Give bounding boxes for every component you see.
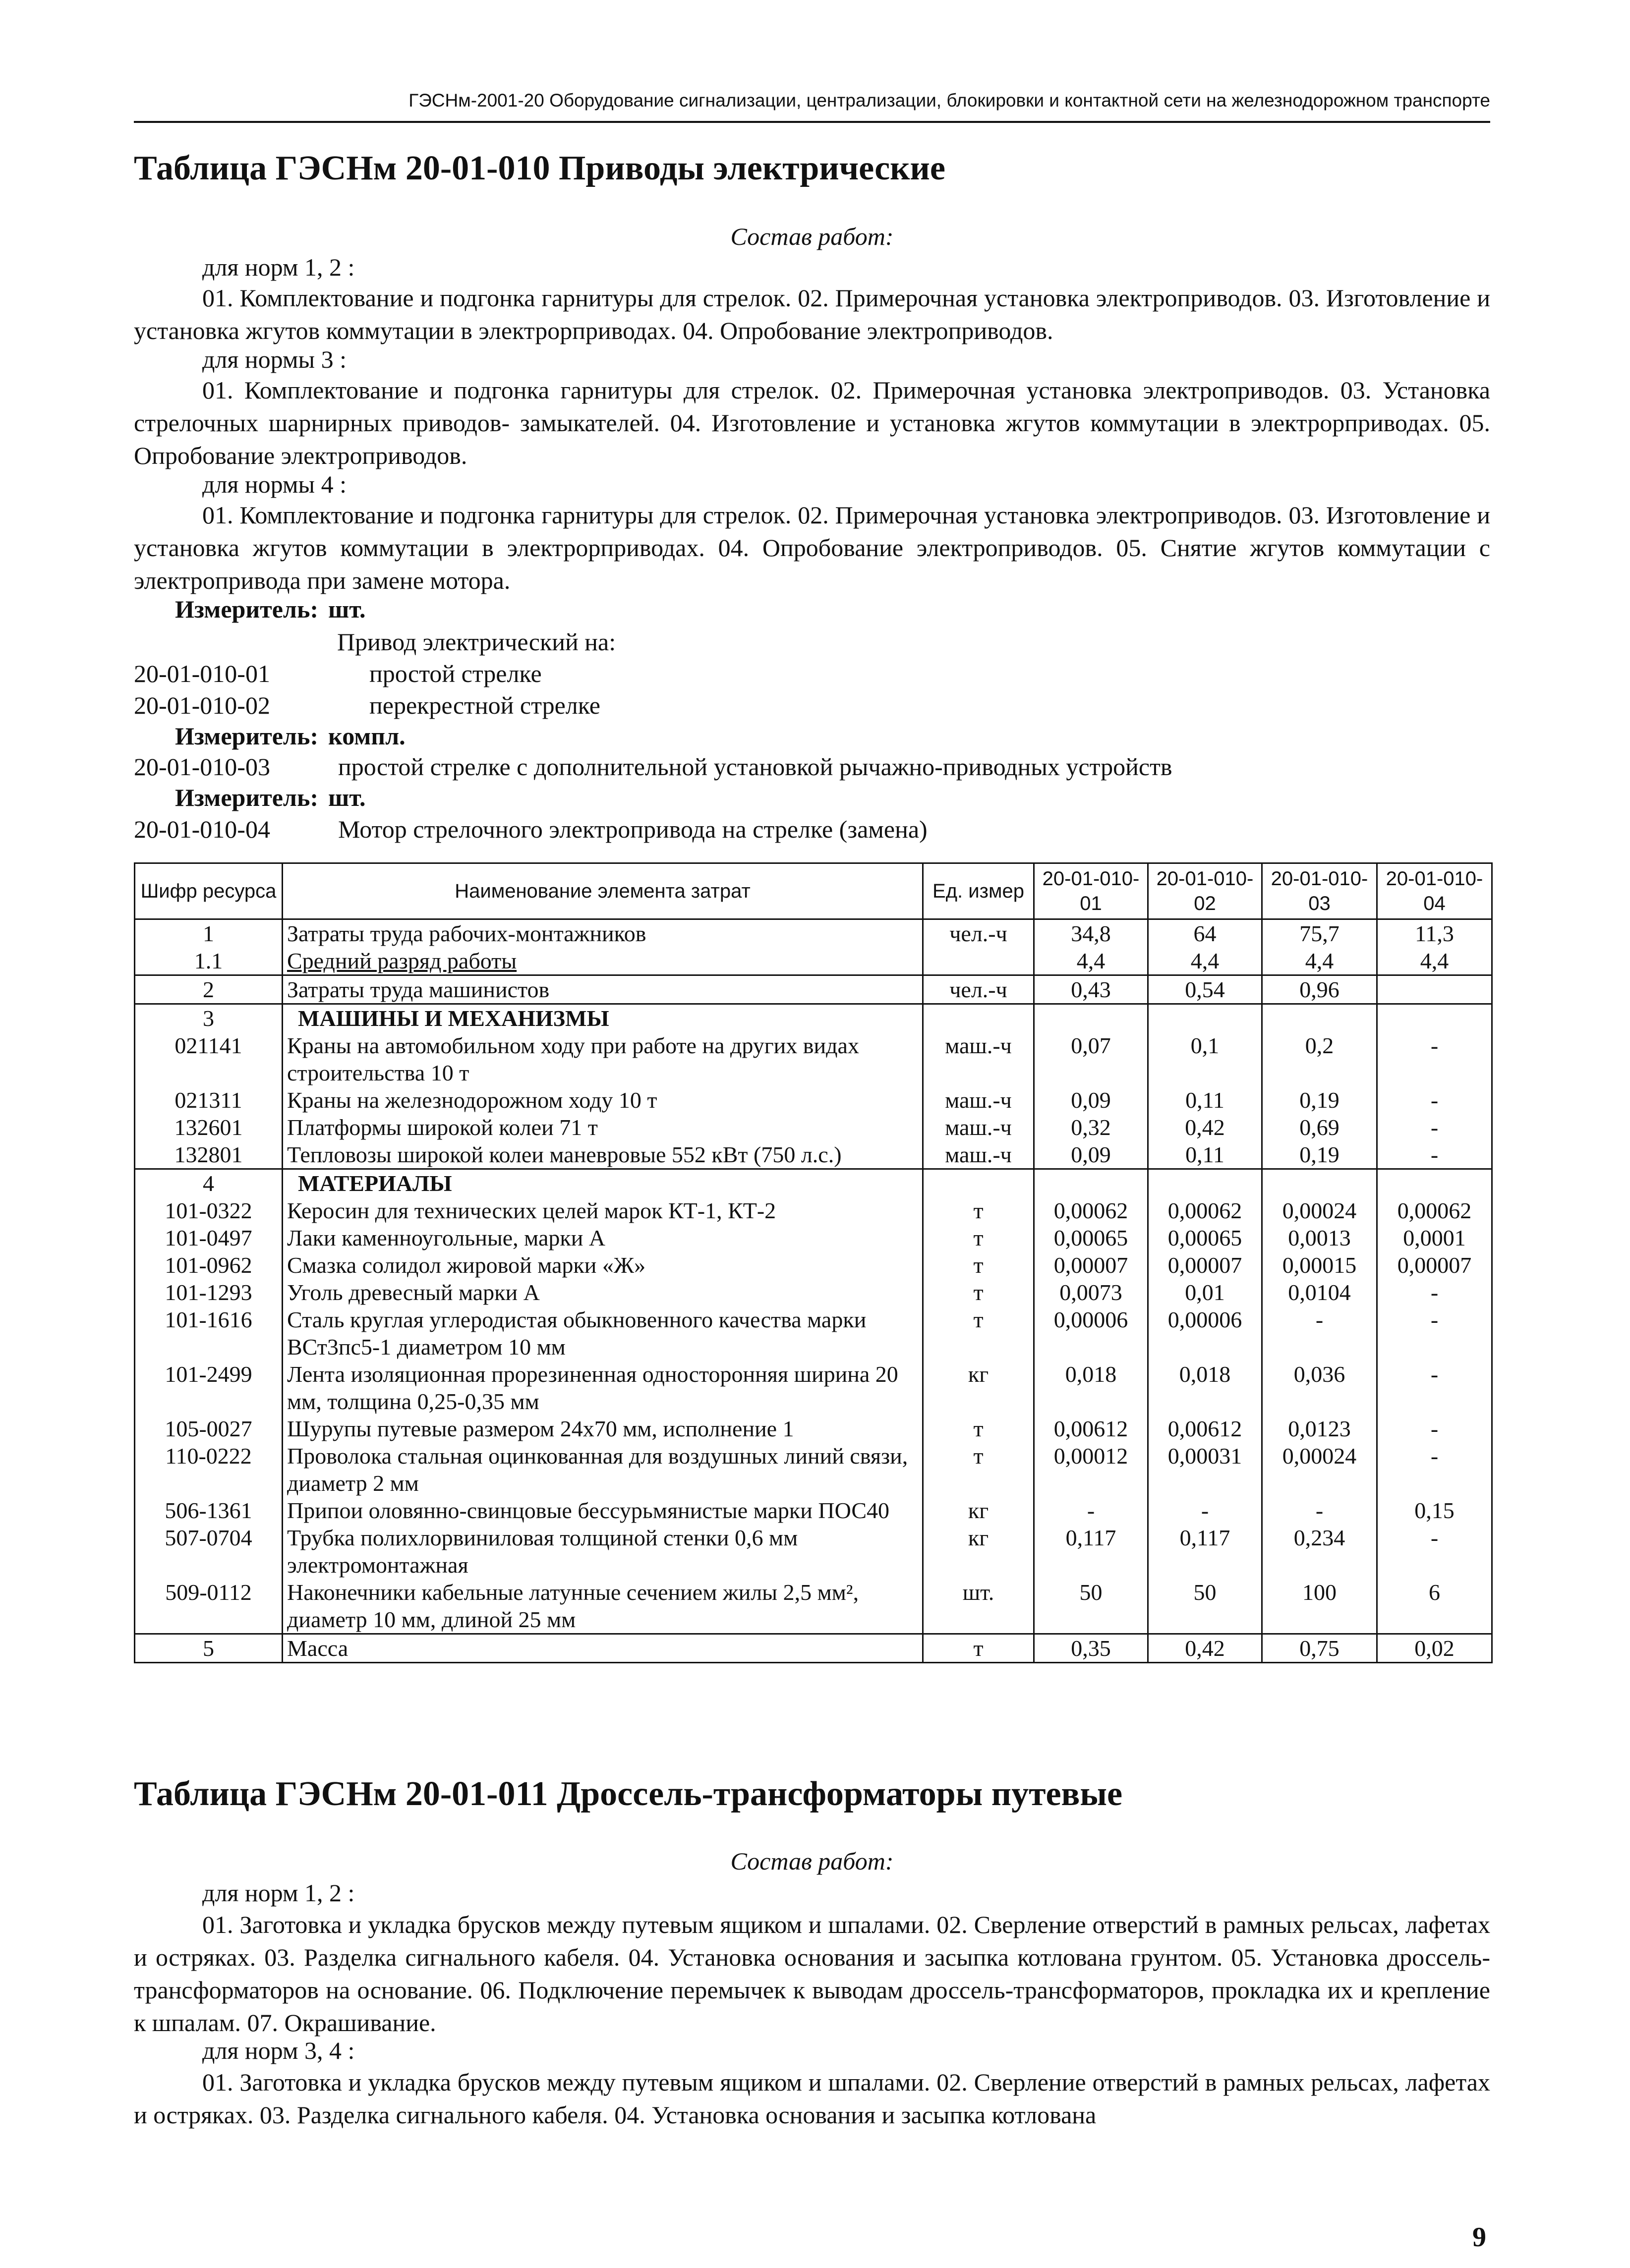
value-norm-04-cell: 0,15	[1377, 1497, 1492, 1524]
resource-code-cell: 101-1293	[135, 1279, 283, 1306]
unit-cell: маш.-ч	[923, 1141, 1034, 1169]
value-norm-04-cell	[1377, 1004, 1492, 1032]
value-norm-01-cell: 0,00612	[1034, 1415, 1148, 1442]
value-norm-02-cell: 0,00612	[1148, 1415, 1262, 1442]
value-norm-01-cell: 0,00006	[1034, 1306, 1148, 1361]
work-composition-heading-2: Состав работ:	[730, 1847, 894, 1875]
value-norm-02-cell: 64	[1148, 919, 1262, 948]
unit-cell: чел.-ч	[923, 919, 1034, 948]
table-row	[135, 1361, 1492, 1415]
value-norm-02-cell: 0,1	[1148, 1032, 1262, 1086]
unit-cell: маш.-ч	[923, 1114, 1034, 1141]
resource-code-cell: 1	[135, 919, 283, 948]
value-norm-01-cell: 0,35	[1034, 1634, 1148, 1663]
resource-name-cell: Тепловозы широкой колеи маневровые 552 кВт (750 л.с.)	[283, 1141, 923, 1169]
norm-code: 20-01-010-02	[134, 691, 270, 719]
unit-cell: т	[923, 1415, 1034, 1442]
norm-4-text: 01. Комплектование и подгонка гарнитуры для стрелок. 02. Примерочная установка электроприводов. 03. Изготовление и установка жгутов коммутации в электрорприводах. 04. Опробование электроприводов. 05. Снятие жгутов коммутации с электропривода при замене мотора.	[134, 501, 1490, 594]
value-norm-01-cell: 0,018	[1034, 1361, 1148, 1415]
norm-line-04	[134, 815, 928, 844]
measure-unit: шт.	[328, 784, 366, 811]
measure-unit: шт.	[328, 595, 366, 623]
norm-1-2-text-2: 01. Заготовка и укладка брусков между путевым ящиком и шпалами. 02. Сверление отверстий в рамных рельсах, лафетах и остряках. 03. Разделка сигнального кабеля. 04. Установка основания и засыпка котлована грунтом. 05. Установка дроссель-трансформаторов на основание. 06. Подключение перемычек к выводам дроссель-трансформаторов, прокладка их и крепление к шпалам. 07. Окрашивание.	[134, 1911, 1490, 2037]
table-row	[135, 1306, 1492, 1361]
resource-name-cell: Краны на автомобильном ходу при работе на других видах строительства 10 т	[283, 1032, 923, 1086]
value-norm-04-cell: -	[1377, 1032, 1492, 1086]
value-norm-02-cell: 0,00006	[1148, 1306, 1262, 1361]
table-header-row	[135, 863, 1492, 919]
value-norm-02-cell: 4,4	[1148, 947, 1262, 975]
table-row	[135, 1251, 1492, 1279]
resource-code-cell: 132601	[135, 1114, 283, 1141]
norm-4-label: для нормы 4 :	[202, 470, 347, 498]
value-norm-02-cell: 0,42	[1148, 1114, 1262, 1141]
value-norm-03-cell: 100	[1262, 1579, 1377, 1634]
table-title-20-01-011: Таблица ГЭСНм 20-01-011 Дроссель-трансформаторы путевые	[134, 1775, 1123, 1813]
value-norm-01-cell	[1034, 1169, 1148, 1197]
value-norm-04-cell: -	[1377, 1361, 1492, 1415]
value-norm-03-cell: 4,4	[1262, 947, 1377, 975]
table-title-20-01-010: Таблица ГЭСНм 20-01-010 Приводы электрические	[134, 149, 945, 187]
measure-unit-line-2	[175, 722, 406, 750]
resource-name-cell: Сталь круглая углеродистая обыкновенного качества марки ВСт3пс5-1 диаметром 10 мм	[283, 1306, 923, 1361]
resource-code-cell: 101-0962	[135, 1251, 283, 1279]
measure-label: Измеритель:	[175, 784, 319, 811]
table-row	[135, 1224, 1492, 1251]
resource-code-cell: 3	[135, 1004, 283, 1032]
value-norm-02-cell: 0,018	[1148, 1361, 1262, 1415]
resource-name-cell: Наконечники кабельные латунные сечением жилы 2,5 мм², диаметр 10 мм, длиной 25 мм	[283, 1579, 923, 1634]
table-row	[135, 975, 1492, 1004]
resource-name-cell: Проволока стальная оцинкованная для воздушных линий связи, диаметр 2 мм	[283, 1442, 923, 1497]
value-norm-04-cell	[1377, 1169, 1492, 1197]
value-norm-01-cell: 0,07	[1034, 1032, 1148, 1086]
norm-line-03	[134, 752, 1172, 781]
value-norm-02-cell	[1148, 1169, 1262, 1197]
norm-3-4-text: 01. Заготовка и укладка брусков между путевым ящиком и шпалами. 02. Сверление отверстий в рамных рельсах, лафетах и остряках. 03. Разделка сигнального кабеля. 04. Установка основания и засыпка котлована	[134, 2068, 1490, 2129]
resource-code-cell: 5	[135, 1634, 283, 1663]
work-composition-heading: Состав работ:	[730, 223, 894, 250]
resource-name-cell: Припои оловянно-свинцовые бессурьмянистые марки ПОС40	[283, 1497, 923, 1524]
resource-code-cell: 021311	[135, 1086, 283, 1114]
table-row	[135, 1086, 1492, 1114]
value-norm-03-cell: 0,0123	[1262, 1415, 1377, 1442]
unit-cell: маш.-ч	[923, 1086, 1034, 1114]
resource-code-cell: 4	[135, 1169, 283, 1197]
header-norm-03: 20-01-010-03	[1262, 863, 1377, 919]
resource-code-cell: 2	[135, 975, 283, 1004]
table-row	[135, 1579, 1492, 1634]
norm-3-4-label: для норм 3, 4 :	[202, 2037, 355, 2064]
unit-cell: кг	[923, 1524, 1034, 1579]
value-norm-03-cell: 0,0104	[1262, 1279, 1377, 1306]
value-norm-02-cell: 0,00007	[1148, 1251, 1262, 1279]
measure-unit: компл.	[328, 722, 406, 750]
value-norm-01-cell: 0,09	[1034, 1086, 1148, 1114]
unit-cell: т	[923, 1306, 1034, 1361]
value-norm-03-cell: 0,00024	[1262, 1442, 1377, 1497]
resource-name-cell: Масса	[283, 1634, 923, 1663]
resource-name-cell: Затраты труда машинистов	[283, 975, 923, 1004]
header-rule	[134, 121, 1490, 123]
resource-name-cell: Лаки каменноугольные, марки А	[283, 1224, 923, 1251]
resource-code-cell: 507-0704	[135, 1524, 283, 1579]
unit-cell: чел.-ч	[923, 975, 1034, 1004]
value-norm-01-cell: 0,0073	[1034, 1279, 1148, 1306]
value-norm-02-cell: 0,00031	[1148, 1442, 1262, 1497]
resource-name-cell: Трубка полихлорвиниловая толщиной стенки 0,6 мм электромонтажная	[283, 1524, 923, 1579]
resource-code-cell: 101-1616	[135, 1306, 283, 1361]
value-norm-03-cell: 0,234	[1262, 1524, 1377, 1579]
value-norm-01-cell: 0,09	[1034, 1141, 1148, 1169]
value-norm-01-cell: 0,00012	[1034, 1442, 1148, 1497]
resource-table	[134, 862, 1493, 1663]
unit-cell: шт.	[923, 1579, 1034, 1634]
unit-cell	[923, 1169, 1034, 1197]
norm-text: простой стрелке	[369, 660, 542, 687]
unit-cell: т	[923, 1251, 1034, 1279]
value-norm-04-cell: -	[1377, 1114, 1492, 1141]
table-row	[135, 1415, 1492, 1442]
table-row	[135, 1004, 1492, 1032]
value-norm-04-cell: 0,00007	[1377, 1251, 1492, 1279]
unit-cell: т	[923, 1197, 1034, 1224]
table-row	[135, 919, 1492, 948]
norm-line-02	[134, 691, 600, 720]
resource-name-cell: Краны на железнодорожном ходу 10 т	[283, 1086, 923, 1114]
table-row	[135, 1442, 1492, 1497]
resource-name-cell: Затраты труда рабочих-монтажников	[283, 919, 923, 948]
resource-code-cell: 101-2499	[135, 1361, 283, 1415]
header-norm-02: 20-01-010-02	[1148, 863, 1262, 919]
running-head: ГЭСНм-2001-20 Оборудование сигнализации, централизации, блокировки и контактной сети на железнодорожном транспорте	[408, 90, 1490, 111]
measure-unit-line-3	[175, 783, 366, 812]
value-norm-03-cell: 0,0013	[1262, 1224, 1377, 1251]
value-norm-04-cell: 0,0001	[1377, 1224, 1492, 1251]
resource-code-cell: 509-0112	[135, 1579, 283, 1634]
unit-cell: т	[923, 1442, 1034, 1497]
resource-code-cell: 101-0497	[135, 1224, 283, 1251]
resource-code-cell: 021141	[135, 1032, 283, 1086]
value-norm-02-cell: 0,11	[1148, 1086, 1262, 1114]
header-name: Наименование элемента затрат	[283, 863, 923, 919]
value-norm-03-cell: -	[1262, 1497, 1377, 1524]
resource-name-cell: Шурупы путевые размером 24х70 мм, исполнение 1	[283, 1415, 923, 1442]
resource-code-cell: 101-0322	[135, 1197, 283, 1224]
header-norm-04: 20-01-010-04	[1377, 863, 1492, 919]
measure-label: Измеритель:	[175, 595, 319, 623]
value-norm-01-cell: 0,00065	[1034, 1224, 1148, 1251]
unit-cell: т	[923, 1279, 1034, 1306]
norm-3-text: 01. Комплектование и подгонка гарнитуры для стрелок. 02. Примерочная установка электроприводов. 03. Установка стрелочных шарнирных приводов- замыкателей. 04. Изготовление и установка жгутов коммутации в электрорприводах. 05. Опробование электроприводов.	[134, 376, 1490, 469]
value-norm-02-cell: 0,01	[1148, 1279, 1262, 1306]
resource-name-cell: МАТЕРИАЛЫ	[283, 1169, 923, 1197]
value-norm-04-cell: 11,3	[1377, 919, 1492, 948]
unit-cell: маш.-ч	[923, 1032, 1034, 1086]
unit-cell: кг	[923, 1361, 1034, 1415]
resource-name-cell: Керосин для технических целей марок КТ-1, КТ-2	[283, 1197, 923, 1224]
header-unit: Ед. измер	[923, 863, 1034, 919]
value-norm-04-cell: -	[1377, 1141, 1492, 1169]
value-norm-04-cell: 4,4	[1377, 947, 1492, 975]
value-norm-01-cell: 0,32	[1034, 1114, 1148, 1141]
norm-line-01	[134, 659, 542, 688]
value-norm-01-cell: 0,00062	[1034, 1197, 1148, 1224]
table-row	[135, 1197, 1492, 1224]
measure-label: Измеритель:	[175, 722, 319, 750]
value-norm-03-cell: 0,19	[1262, 1141, 1377, 1169]
norm-1-2-label: для норм 1, 2 :	[202, 253, 355, 281]
value-norm-03-cell: -	[1262, 1306, 1377, 1361]
unit-cell: т	[923, 1634, 1034, 1663]
norm-1-2-text: 01. Комплектование и подгонка гарнитуры для стрелок. 02. Примерочная установка электроприводов. 03. Изготовление и установка жгутов коммутации в электрорприводах. 04. Опробование электроприводов.	[134, 284, 1490, 344]
value-norm-01-cell: 0,117	[1034, 1524, 1148, 1579]
table-row	[135, 1114, 1492, 1141]
table-row	[135, 1141, 1492, 1169]
value-norm-01-cell: -	[1034, 1497, 1148, 1524]
resource-code-cell: 1.1	[135, 947, 283, 975]
table-row	[135, 1524, 1492, 1579]
value-norm-04-cell: -	[1377, 1279, 1492, 1306]
unit-cell	[923, 947, 1034, 975]
norm-text: простой стрелке с дополнительной установкой рычажно-приводных устройств	[338, 753, 1172, 781]
value-norm-01-cell: 50	[1034, 1579, 1148, 1634]
value-norm-02-cell: 0,117	[1148, 1524, 1262, 1579]
resource-code-cell: 132801	[135, 1141, 283, 1169]
table-body	[135, 919, 1492, 1663]
resource-name-cell: МАШИНЫ И МЕХАНИЗМЫ	[283, 1004, 923, 1032]
value-norm-04-cell: -	[1377, 1086, 1492, 1114]
norm-1-2-label-2: для норм 1, 2 :	[202, 1879, 355, 1907]
resource-name-cell: Смазка солидол жировой марки «Ж»	[283, 1251, 923, 1279]
drive-header: Привод электрический на:	[337, 628, 616, 656]
norm-code: 20-01-010-01	[134, 660, 270, 687]
resource-code-cell: 506-1361	[135, 1497, 283, 1524]
value-norm-03-cell: 0,036	[1262, 1361, 1377, 1415]
unit-cell: кг	[923, 1497, 1034, 1524]
table-row	[135, 1169, 1492, 1197]
value-norm-01-cell: 0,00007	[1034, 1251, 1148, 1279]
value-norm-04-cell: 0,00062	[1377, 1197, 1492, 1224]
resource-name-cell: Средний разряд работы	[283, 947, 923, 975]
value-norm-03-cell: 0,2	[1262, 1032, 1377, 1086]
table-row	[135, 1032, 1492, 1086]
norm-code: 20-01-010-04	[134, 815, 270, 843]
header-norm-01: 20-01-010-01	[1034, 863, 1148, 919]
unit-cell: т	[923, 1224, 1034, 1251]
value-norm-03-cell: 0,69	[1262, 1114, 1377, 1141]
value-norm-04-cell: 0,02	[1377, 1634, 1492, 1663]
value-norm-03-cell: 0,96	[1262, 975, 1377, 1004]
norm-3-label: для нормы 3 :	[202, 345, 347, 373]
value-norm-03-cell	[1262, 1004, 1377, 1032]
resource-name-cell: Лента изоляционная прорезиненная односторонняя ширина 20 мм, толщина 0,25-0,35 мм	[283, 1361, 923, 1415]
header-code: Шифр ресурса	[135, 863, 283, 919]
value-norm-02-cell: 0,00065	[1148, 1224, 1262, 1251]
table-row	[135, 1279, 1492, 1306]
table-row	[135, 1634, 1492, 1663]
value-norm-04-cell: -	[1377, 1524, 1492, 1579]
value-norm-04-cell: 6	[1377, 1579, 1492, 1634]
value-norm-02-cell: 0,00062	[1148, 1197, 1262, 1224]
value-norm-04-cell	[1377, 975, 1492, 1004]
value-norm-03-cell	[1262, 1169, 1377, 1197]
value-norm-02-cell: -	[1148, 1497, 1262, 1524]
value-norm-04-cell: -	[1377, 1306, 1492, 1361]
norm-text: перекрестной стрелке	[369, 691, 600, 719]
value-norm-04-cell: -	[1377, 1415, 1492, 1442]
value-norm-02-cell: 0,42	[1148, 1634, 1262, 1663]
measure-unit-line-1	[175, 595, 366, 624]
value-norm-03-cell: 75,7	[1262, 919, 1377, 948]
value-norm-03-cell: 0,75	[1262, 1634, 1377, 1663]
value-norm-01-cell: 0,43	[1034, 975, 1148, 1004]
norm-code: 20-01-010-03	[134, 753, 270, 781]
resource-code-cell: 105-0027	[135, 1415, 283, 1442]
value-norm-01-cell: 4,4	[1034, 947, 1148, 975]
value-norm-03-cell: 0,00015	[1262, 1251, 1377, 1279]
resource-code-cell: 110-0222	[135, 1442, 283, 1497]
value-norm-02-cell: 0,54	[1148, 975, 1262, 1004]
value-norm-04-cell: -	[1377, 1442, 1492, 1497]
value-norm-03-cell: 0,00024	[1262, 1197, 1377, 1224]
value-norm-02-cell	[1148, 1004, 1262, 1032]
table-row	[135, 1497, 1492, 1524]
resource-name-cell: Уголь древесный марки А	[283, 1279, 923, 1306]
value-norm-02-cell: 0,11	[1148, 1141, 1262, 1169]
table-row	[135, 947, 1492, 975]
unit-cell	[923, 1004, 1034, 1032]
value-norm-03-cell: 0,19	[1262, 1086, 1377, 1114]
value-norm-02-cell: 50	[1148, 1579, 1262, 1634]
resource-name-cell: Платформы широкой колеи 71 т	[283, 1114, 923, 1141]
norm-text: Мотор стрелочного электропривода на стрелке (замена)	[338, 815, 928, 843]
value-norm-01-cell	[1034, 1004, 1148, 1032]
page-number: 9	[1472, 2222, 1486, 2253]
value-norm-01-cell: 34,8	[1034, 919, 1148, 948]
